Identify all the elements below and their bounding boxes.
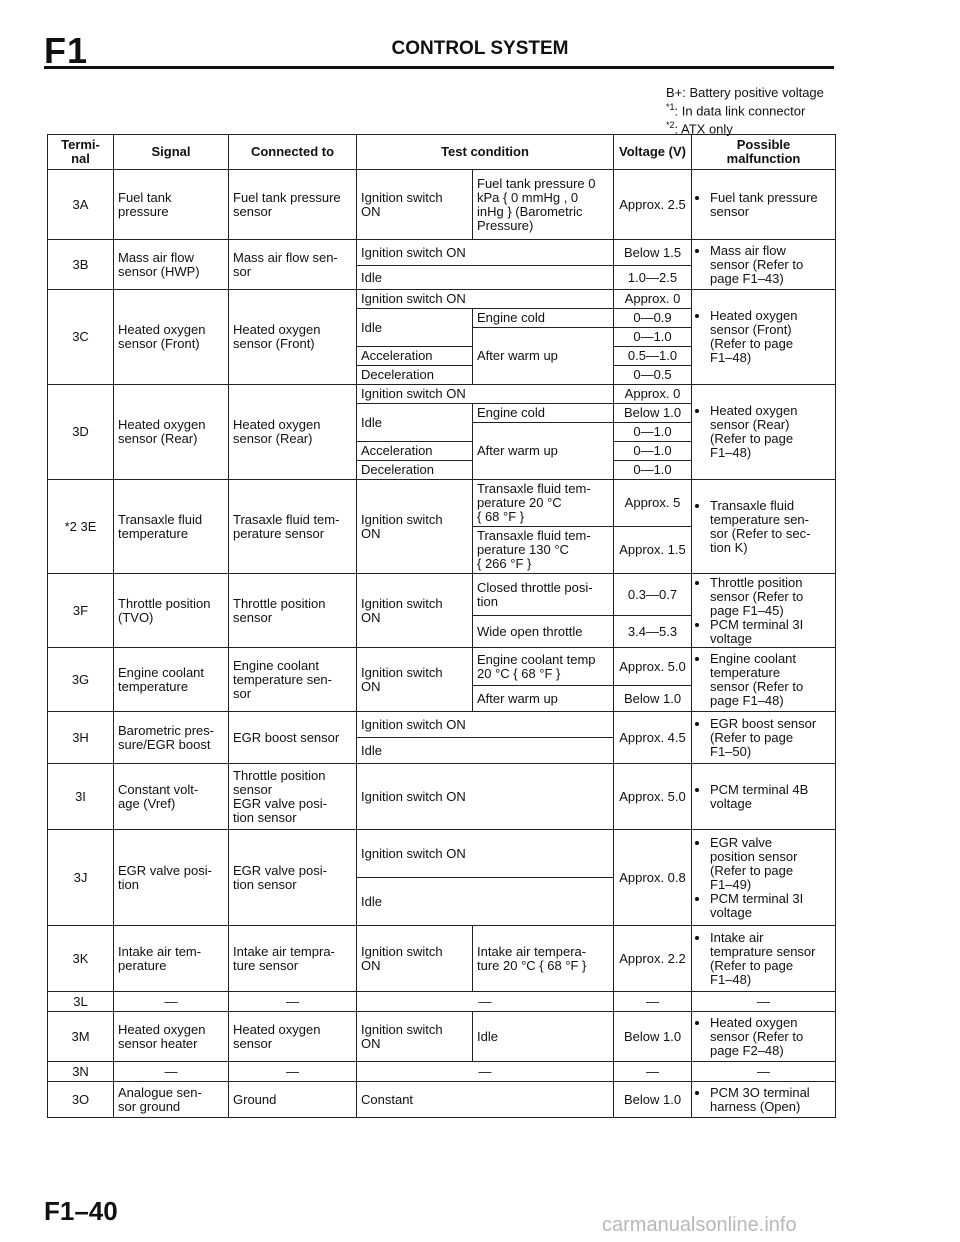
condition-cell: Ignition switch ON [357,926,473,992]
header-possible-malfunction: Possible malfunction [692,135,836,170]
voltage-cell: 0.3—0.7 [614,574,692,616]
terminal-cell: *2 3E [48,480,114,574]
condition-cell: Ignition switch ON [357,830,614,878]
condition-cell: Closed throttle posi- tion [473,574,614,616]
voltage-cell: Below 1.0 [614,1082,692,1118]
condition-cell: Ignition switch ON [357,290,614,309]
malfunction-item: • PCM terminal 3I voltage [710,618,831,646]
malfunction-item: • PCM 3O terminal harness (Open) [710,1086,831,1114]
voltage-cell: Approx. 5 [614,480,692,527]
table-row [48,764,836,830]
malfunction-cell [692,170,836,240]
note-battery: B+: Battery positive voltage [666,85,824,100]
malfunction-item: • Heated oxygen sensor (Front) (Refer to page F1–48) [710,309,831,365]
signal-cell: Intake air tem- perature [114,926,229,992]
table-row [48,1062,836,1082]
voltage-cell: Approx. 2.5 [614,170,692,240]
malfunction-cell [692,648,836,712]
terminal-spec-table [47,134,836,1118]
terminal-cell: 3D [48,385,114,480]
table-header-row [48,135,836,170]
page-title: CONTROL SYSTEM [391,38,569,59]
connected-cell: Engine coolant temperature sen- sor [229,648,357,712]
header-terminal: Termi- nal [48,135,114,170]
condition-cell: Deceleration [357,461,473,480]
header-voltage: Voltage (V) [614,135,692,170]
signal-cell: Heated oxygen sensor heater [114,1012,229,1062]
connected-cell: Throttle position sensor [229,574,357,648]
voltage-cell: Approx. 5.0 [614,764,692,830]
table-row [48,648,836,686]
table-row [48,1012,836,1062]
condition-cell: Intake air tempera- ture 20 °C { 68 °F } [473,926,614,992]
table-row [48,712,836,738]
malfunction-item: • EGR valve position sensor (Refer to page F1–49) [710,836,831,892]
voltage-cell: 0.5—1.0 [614,347,692,366]
malfunction-item: • Fuel tank pressure sensor [710,191,831,219]
condition-cell: Deceleration [357,366,473,385]
table-row [48,170,836,240]
malfunction-item: • Intake air temprature sensor (Refer to page F1–48) [710,931,831,987]
malfunction-item: • Heated oxygen sensor (Refer to page F2–48) [710,1016,831,1058]
table-row [48,830,836,878]
condition-cell: Transaxle fluid tem- perature 20 °C { 68 °F } [473,480,614,527]
terminal-cell: 3K [48,926,114,992]
condition-cell: Engine coolant temp 20 °C { 68 °F } [473,648,614,686]
voltage-cell: 0—1.0 [614,442,692,461]
section-label: F1 [44,30,89,71]
note-atx: $^{*2}$: ATX only [666,120,733,137]
header-test-condition: Test condition [357,135,614,170]
connected-cell: EGR valve posi- tion sensor [229,830,357,926]
malfunction-cell [692,926,836,992]
page-number: F1–40 [44,1196,118,1226]
voltage-cell: Below 1.0 [614,404,692,423]
note-data-link: $^{*1}$: In data link connector [666,102,806,119]
terminal-cell: 3I [48,764,114,830]
condition-cell: Idle [357,309,473,347]
table-row [48,385,836,404]
condition-cell: After warm up [473,328,614,385]
condition-cell: Ignition switch ON [357,764,614,830]
condition-cell: Ignition switch ON [357,385,614,404]
terminal-cell: 3O [48,1082,114,1118]
connected-cell: Heated oxygen sensor (Front) [229,290,357,385]
malfunction-item: • Heated oxygen sensor (Rear) (Refer to page F1–48) [710,404,831,460]
signal-cell: Mass air flow sensor (HWP) [114,240,229,290]
malfunction-cell [692,830,836,926]
voltage-cell: — [614,1062,692,1082]
signal-cell: Analogue sen- sor ground [114,1082,229,1118]
signal-cell: Heated oxygen sensor (Front) [114,290,229,385]
voltage-cell: 0—0.9 [614,309,692,328]
malfunction-cell: — [692,1062,836,1082]
malfunction-cell [692,764,836,830]
connected-cell: Intake air tempra- ture sensor [229,926,357,992]
malfunction-item: • Engine coolant temperature sensor (Refer to page F1–48) [710,652,831,708]
connected-cell: Heated oxygen sensor (Rear) [229,385,357,480]
condition-cell: Ignition switch ON [357,648,473,712]
connected-cell: Ground [229,1082,357,1118]
signal-cell: Throttle position (TVO) [114,574,229,648]
watermark: carmanualsonline.info [602,1214,797,1236]
connected-cell: Trasaxle fluid tem- perature sensor [229,480,357,574]
table-row [48,480,836,527]
table-row [48,926,836,992]
connected-cell: Heated oxygen sensor [229,1012,357,1062]
signal-cell: EGR valve posi- tion [114,830,229,926]
malfunction-cell [692,240,836,290]
terminal-cell: 3J [48,830,114,926]
malfunction-cell [692,385,836,480]
voltage-cell: Approx. 2.2 [614,926,692,992]
terminal-cell: 3N [48,1062,114,1082]
malfunction-cell [692,290,836,385]
malfunction-cell: — [692,992,836,1012]
voltage-cell: Below 1.0 [614,686,692,712]
terminal-cell: 3A [48,170,114,240]
malfunction-item: • Transaxle fluid temperature sen- sor (Refer to sec- tion K) [710,499,831,555]
condition-cell: — [357,992,614,1012]
condition-cell: Constant [357,1082,614,1118]
malfunction-item: • PCM terminal 3I voltage [710,892,831,920]
terminal-cell: 3M [48,1012,114,1062]
terminal-cell: 3G [48,648,114,712]
malfunction-cell [692,480,836,574]
legend-notes [666,86,824,137]
condition-cell: Idle [357,404,473,442]
condition-cell: Acceleration [357,347,473,366]
condition-cell: After warm up [473,686,614,712]
table-row [48,992,836,1012]
malfunction-item: • Mass air flow sensor (Refer to page F1–43) [710,244,831,286]
header-signal: Signal [114,135,229,170]
malfunction-item: • Throttle position sensor (Refer to page F1–45) [710,576,831,618]
malfunction-cell [692,1012,836,1062]
signal-cell: Engine coolant temperature [114,648,229,712]
terminal-cell: 3H [48,712,114,764]
signal-cell: Constant volt- age (Vref) [114,764,229,830]
terminal-cell: 3F [48,574,114,648]
terminal-cell: 3C [48,290,114,385]
voltage-cell: 0—1.0 [614,423,692,442]
signal-cell: Barometric pres- sure/EGR boost [114,712,229,764]
signal-cell: Heated oxygen sensor (Rear) [114,385,229,480]
connected-cell: — [229,992,357,1012]
condition-cell: Idle [357,878,614,926]
signal-cell: Transaxle fluid temperature [114,480,229,574]
voltage-cell: Approx. 1.5 [614,527,692,574]
signal-cell: — [114,992,229,1012]
voltage-cell: Below 1.5 [614,240,692,266]
condition-cell: Ignition switch ON [357,240,614,266]
voltage-cell: — [614,992,692,1012]
voltage-cell: Approx. 0.8 [614,830,692,926]
malfunction-item: • EGR boost sensor (Refer to page F1–50) [710,717,831,759]
malfunction-cell [692,574,836,648]
voltage-cell: Below 1.0 [614,1012,692,1062]
terminal-cell: 3B [48,240,114,290]
signal-cell: Fuel tank pressure [114,170,229,240]
condition-cell: Ignition switch ON [357,170,473,240]
connected-cell: — [229,1062,357,1082]
voltage-cell: Approx. 0 [614,385,692,404]
connected-cell: EGR boost sensor [229,712,357,764]
condition-cell: Engine cold [473,309,614,328]
condition-cell: Ignition switch ON [357,574,473,648]
voltage-cell: 3.4—5.3 [614,616,692,648]
connected-cell: Mass air flow sen- sor [229,240,357,290]
condition-cell: Idle [357,266,614,290]
condition-cell: Ignition switch ON [357,712,614,738]
table-row [48,1082,836,1118]
voltage-cell: 1.0—2.5 [614,266,692,290]
malfunction-cell [692,1082,836,1118]
condition-cell: Ignition switch ON [357,480,473,574]
voltage-cell: 0—1.0 [614,328,692,347]
condition-cell: Wide open throttle [473,616,614,648]
condition-cell: Idle [357,738,614,764]
terminal-cell: 3L [48,992,114,1012]
condition-cell: After warm up [473,423,614,480]
connected-cell: Throttle position sensor EGR valve posi- tion sensor [229,764,357,830]
voltage-cell: 0—0.5 [614,366,692,385]
condition-cell: Engine cold [473,404,614,423]
condition-cell: Idle [473,1012,614,1062]
voltage-cell: Approx. 0 [614,290,692,309]
header-rule [44,66,834,69]
condition-cell: Transaxle fluid tem- perature 130 °C { 266 °F } [473,527,614,574]
condition-cell: Ignition switch ON [357,1012,473,1062]
table-row [48,574,836,616]
voltage-cell: Approx. 4.5 [614,712,692,764]
voltage-cell: 0—1.0 [614,461,692,480]
condition-cell: Fuel tank pressure 0 kPa { 0 mmHg , 0 inHg } (Barometric Pressure) [473,170,614,240]
signal-cell: — [114,1062,229,1082]
malfunction-cell [692,712,836,764]
table-row [48,290,836,309]
malfunction-item: • PCM terminal 4B voltage [710,783,831,811]
condition-cell: — [357,1062,614,1082]
connected-cell: Fuel tank pressure sensor [229,170,357,240]
condition-cell: Acceleration [357,442,473,461]
voltage-cell: Approx. 5.0 [614,648,692,686]
header-connected-to: Connected to [229,135,357,170]
table-row [48,240,836,266]
